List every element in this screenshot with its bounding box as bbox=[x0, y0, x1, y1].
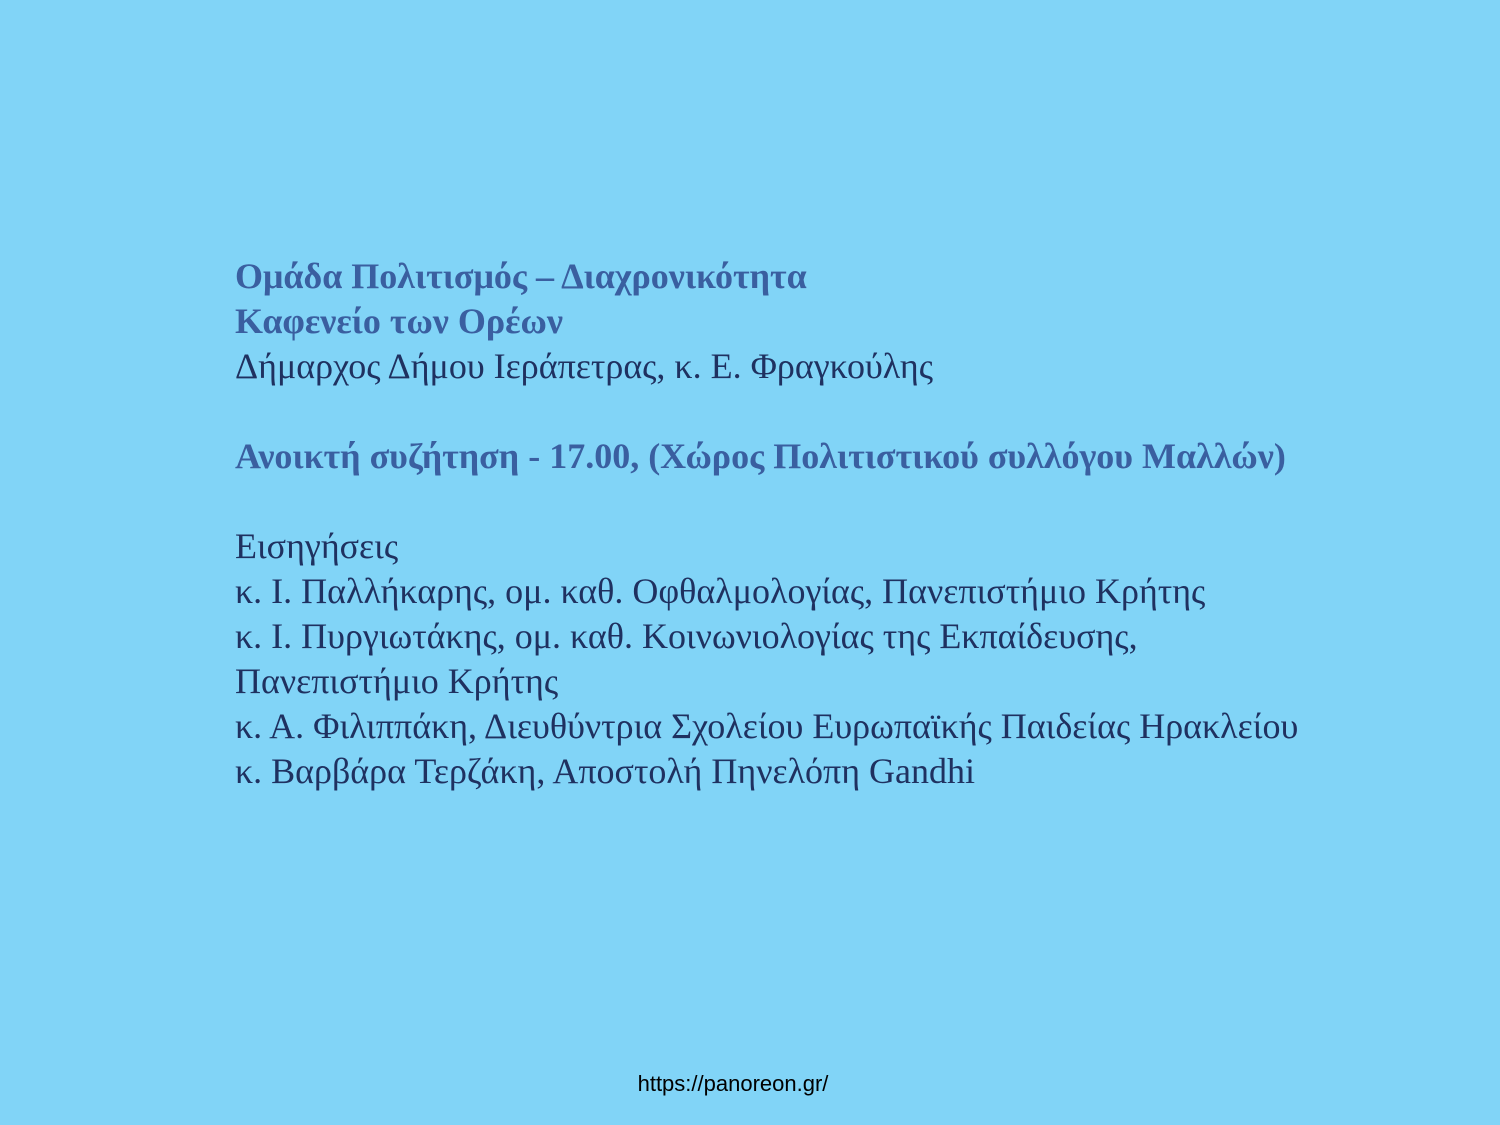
group-title: Ομάδα Πολιτισμός – Διαχρονικότητα bbox=[235, 256, 807, 296]
slide-content bbox=[235, 254, 1435, 794]
talks-label: Εισηγήσεις bbox=[235, 526, 399, 566]
spacer bbox=[235, 389, 1435, 434]
discussion-line: Ανοικτή συζήτηση - 17.00, (Χώρος Πολιτιστικού συλλόγου Μαλλών) bbox=[235, 436, 1286, 476]
talk-item: κ. Βαρβάρα Τερζάκη, Αποστολή Πηνελόπη Gandhi bbox=[235, 751, 976, 791]
spacer bbox=[235, 479, 1435, 524]
talk-item: κ. Ι. Παλλήκαρης, ομ. καθ. Οφθαλμολογίας, Πανεπιστήμιο Κρήτης bbox=[235, 571, 1206, 611]
venue-title: Καφενείο των Ορέων bbox=[235, 301, 563, 341]
talk-item: Πανεπιστήμιο Κρήτης bbox=[235, 661, 559, 701]
footer-url: https://panoreon.gr/ bbox=[637, 1071, 829, 1096]
mayor-line: Δήμαρχος Δήμου Ιεράπετρας, κ. Ε. Φραγκούλης bbox=[235, 346, 934, 386]
talk-item: κ. Ι. Πυργιωτάκης, ομ. καθ. Κοινωνιολογίας της Εκπαίδευσης, bbox=[235, 616, 1138, 656]
talk-item: κ. Α. Φιλιππάκη, Διευθύντρια Σχολείου Ευρωπαϊκής Παιδείας Ηρακλείου bbox=[235, 706, 1299, 746]
